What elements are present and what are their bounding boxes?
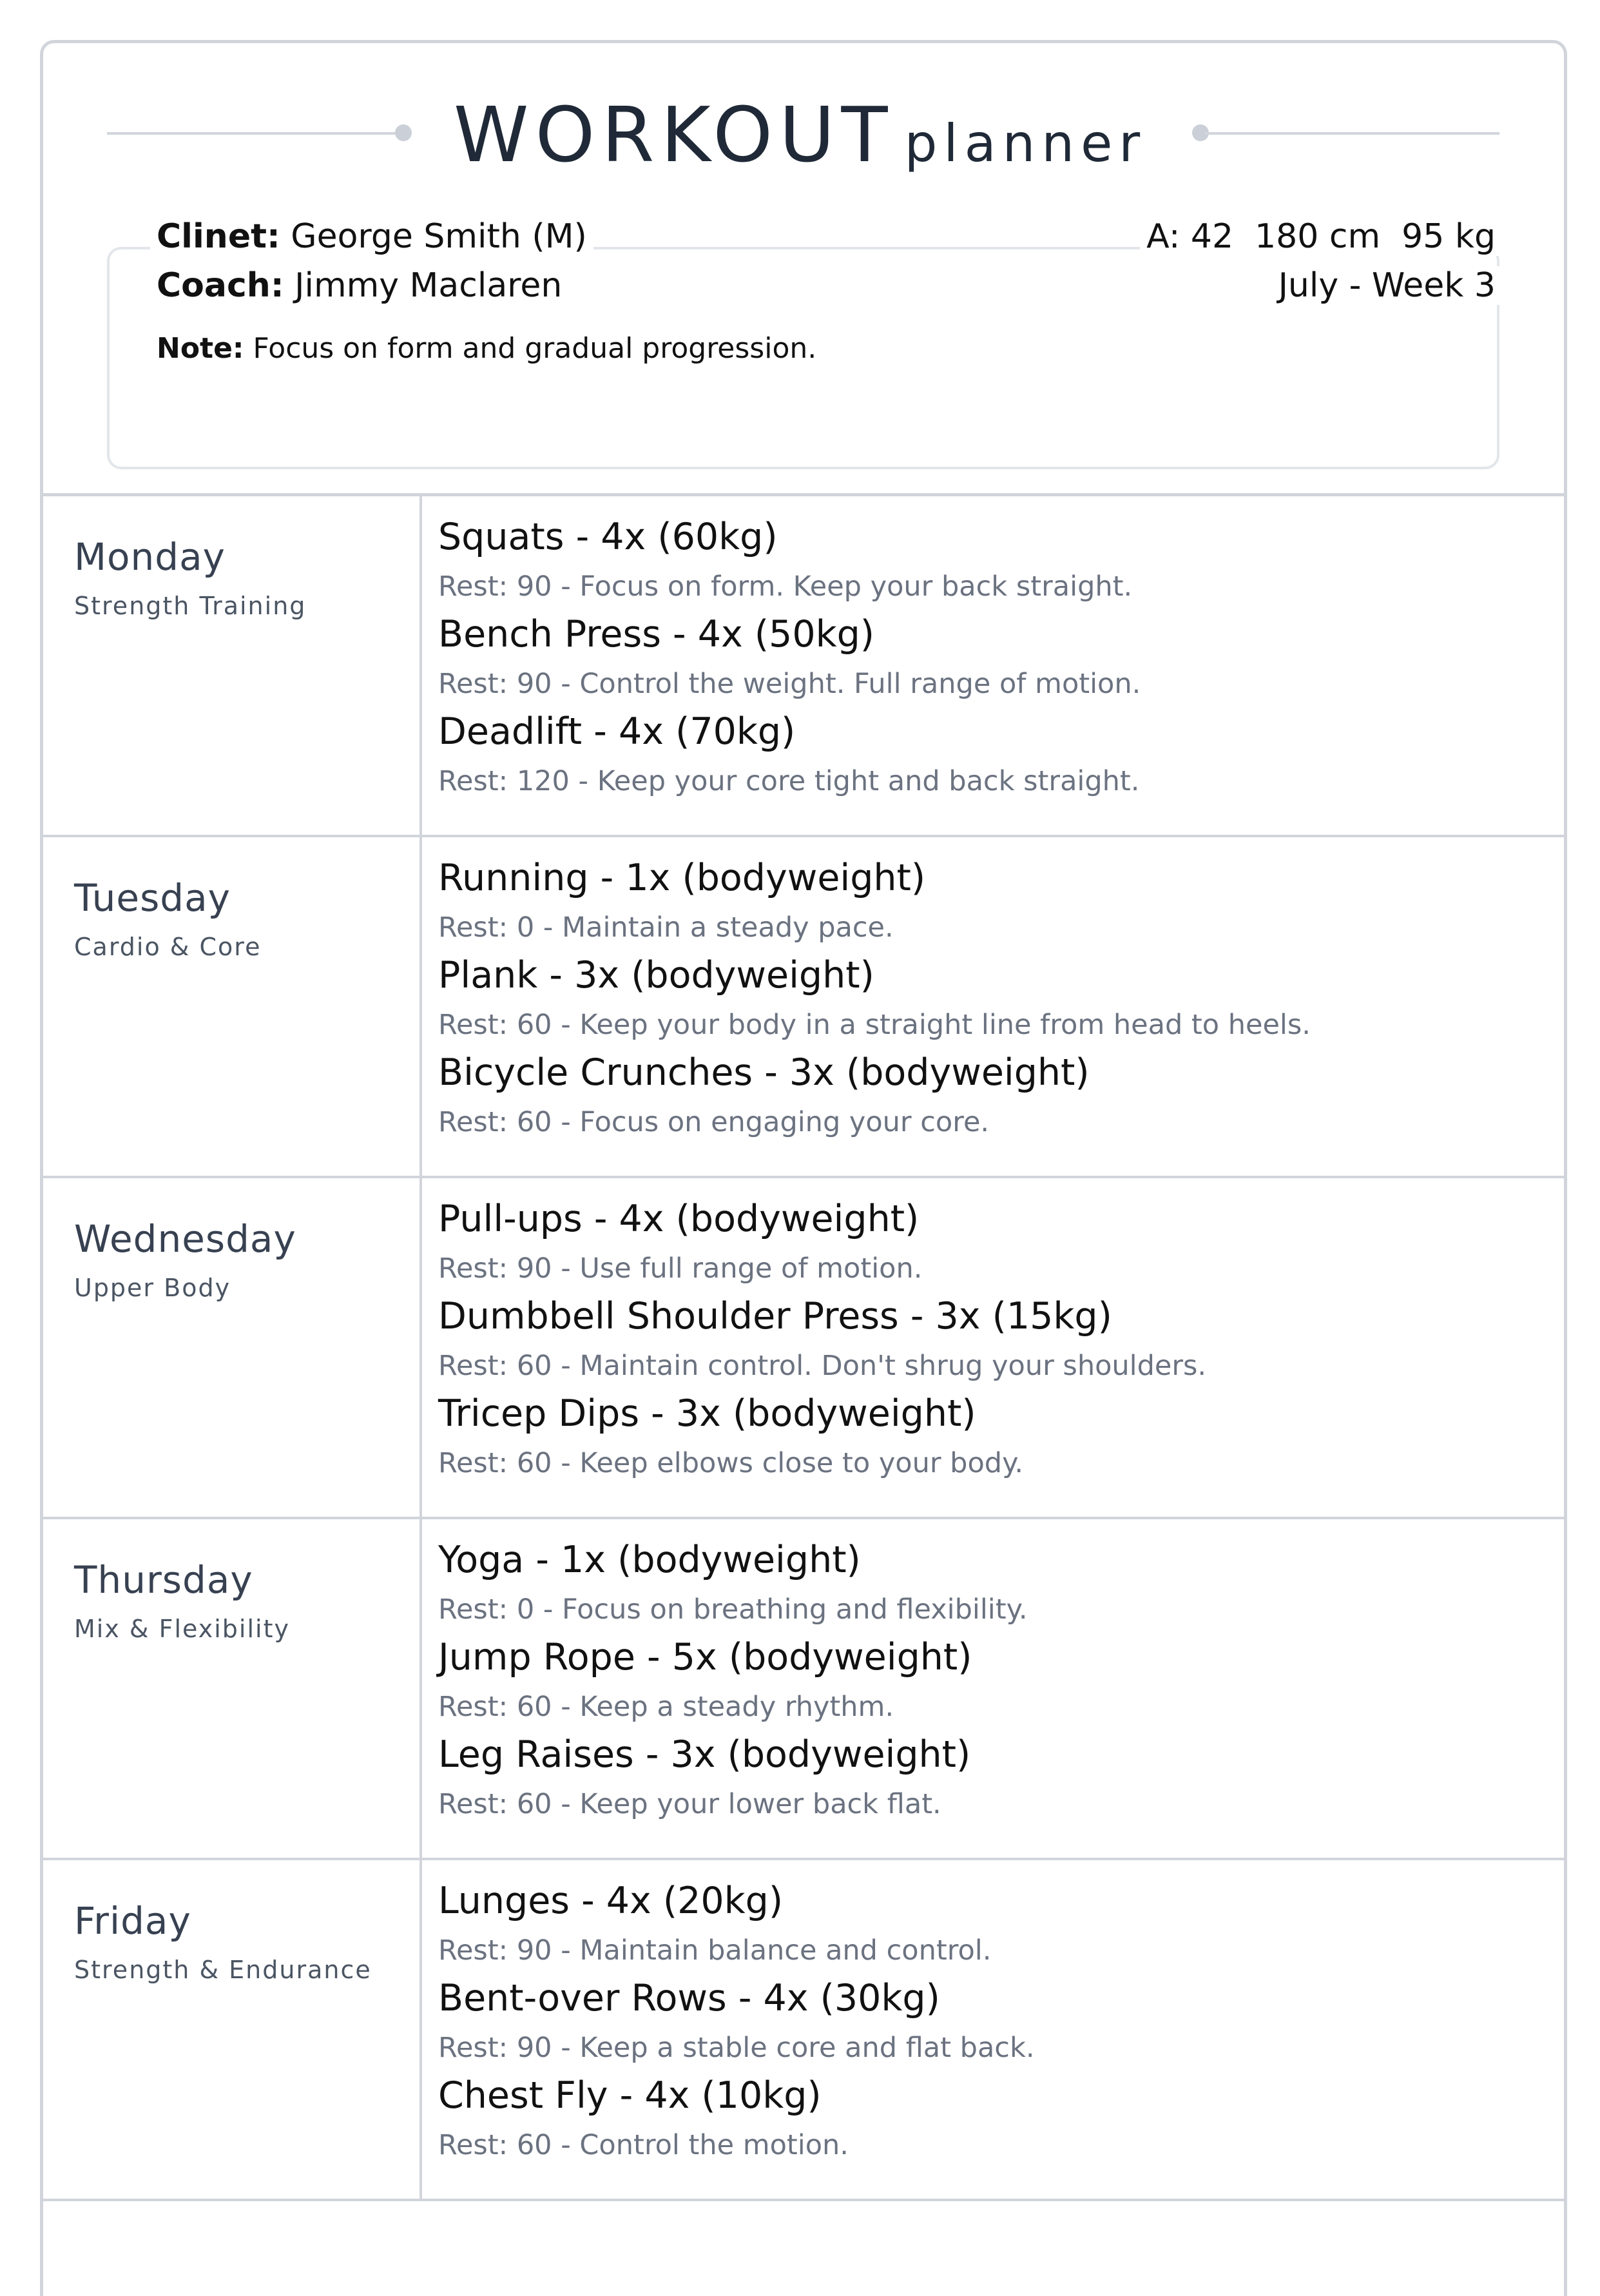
day-name: Friday [74,1899,191,1943]
exercise-rest: Rest: 90 - Focus on form. Keep your back straight. [438,570,1133,603]
title-main: WORKOUT [453,90,894,179]
exercise-rest: Rest: 0 - Focus on breathing and flexibility. [438,1593,1028,1626]
exercise-title: Squats - 4x (60kg) [438,516,778,558]
exercise-title: Plank - 3x (bodyweight) [438,954,874,997]
exercise-title: Running - 1x (bodyweight) [438,857,926,899]
coach-name: Jimmy Maclaren [294,266,563,305]
day-row-wednesday [40,1178,1567,1519]
exercise-item [438,1732,1028,1829]
day-row-monday [40,496,1567,837]
exercise-list [438,1537,1028,1829]
exercise-rest: Rest: 0 - Maintain a steady pace. [438,911,894,944]
exercise-title: Bent-over Rows - 4x (30kg) [438,1977,940,2019]
exercise-rest: Rest: 60 - Keep your body in a straight line from head to heels. [438,1009,1311,1041]
exercise-rest: Rest: 60 - Keep your lower back flat. [438,1788,941,1820]
exercise-title: Yoga - 1x (bodyweight) [438,1539,861,1581]
client-stats: A: 42 180 cm 95 kg [1140,217,1502,256]
exercise-item [438,612,1141,709]
exercise-title: Leg Raises - 3x (bodyweight) [438,1733,971,1776]
day-name: Tuesday [74,876,231,920]
day-row-friday [40,1860,1567,2201]
exercise-title: Lunges - 4x (20kg) [438,1880,784,1922]
exercise-rest: Rest: 60 - Keep elbows close to your body. [438,1447,1024,1479]
day-focus: Mix & Flexibility [74,1615,290,1643]
coach-label: Coach: [157,266,284,305]
exercise-rest: Rest: 90 - Use full range of motion. [438,1252,923,1285]
exercise-item [438,2073,1035,2170]
exercise-item [438,1976,1035,2073]
exercise-title: Deadlift - 4x (70kg) [438,710,796,753]
exercise-title: Bicycle Crunches - 3x (bodyweight) [438,1051,1090,1094]
day-row-thursday [40,1519,1567,1860]
exercise-item [438,1537,1028,1635]
exercise-list [438,1878,1035,2170]
exercise-item [438,1050,1311,1147]
day-focus: Strength Training [74,592,307,620]
exercise-rest: Rest: 90 - Control the weight. Full range of motion. [438,668,1141,700]
client-line [150,217,593,256]
day-name: Wednesday [74,1217,296,1261]
exercise-item [438,855,1311,953]
day-focus: Upper Body [74,1274,231,1302]
exercise-item [438,514,1141,612]
plan-period: July - Week 3 [1272,266,1502,305]
exercise-title: Pull-ups - 4x (bodyweight) [438,1198,920,1240]
exercise-item [438,1196,1206,1294]
exercise-rest: Rest: 60 - Maintain control. Don't shrug your shoulders. [438,1350,1207,1382]
exercise-title: Dumbbell Shoulder Press - 3x (15kg) [438,1295,1112,1338]
title-sub: planner [904,113,1147,173]
page-title [0,90,1600,179]
client-name: George Smith (M) [291,217,587,256]
exercise-item [438,709,1141,806]
exercise-item [438,1635,1028,1732]
day-row-tuesday [40,837,1567,1178]
exercise-rest: Rest: 90 - Maintain balance and control. [438,1934,992,1967]
exercise-rest: Rest: 60 - Keep a steady rhythm. [438,1691,894,1723]
note-text: Focus on form and gradual progression. [253,332,817,365]
day-name: Monday [74,535,226,579]
exercise-rest: Rest: 60 - Focus on engaging your core. [438,1106,990,1138]
exercise-item [438,1878,1035,1976]
exercise-rest: Rest: 90 - Keep a stable core and flat back. [438,2032,1035,2064]
exercise-item [438,953,1311,1050]
exercise-list [438,1196,1206,1488]
day-name: Thursday [74,1558,253,1602]
weekly-schedule [40,493,1567,2201]
exercise-title: Bench Press - 4x (50kg) [438,613,875,656]
day-focus: Strength & Endurance [74,1956,372,1984]
exercise-item [438,1391,1206,1488]
exercise-rest: Rest: 120 - Keep your core tight and back straight. [438,765,1140,797]
coach-note [150,332,823,365]
exercise-item [438,1294,1206,1391]
exercise-title: Tricep Dips - 3x (bodyweight) [438,1392,976,1435]
coach-line [150,266,568,305]
exercise-title: Chest Fly - 4x (10kg) [438,2074,822,2117]
exercise-rest: Rest: 60 - Control the motion. [438,2129,849,2161]
exercise-list [438,855,1311,1147]
client-label: Clinet: [157,217,280,256]
note-label: Note: [157,332,244,365]
exercise-list [438,514,1141,806]
exercise-title: Jump Rope - 5x (bodyweight) [438,1636,972,1678]
day-focus: Cardio & Core [74,933,262,961]
